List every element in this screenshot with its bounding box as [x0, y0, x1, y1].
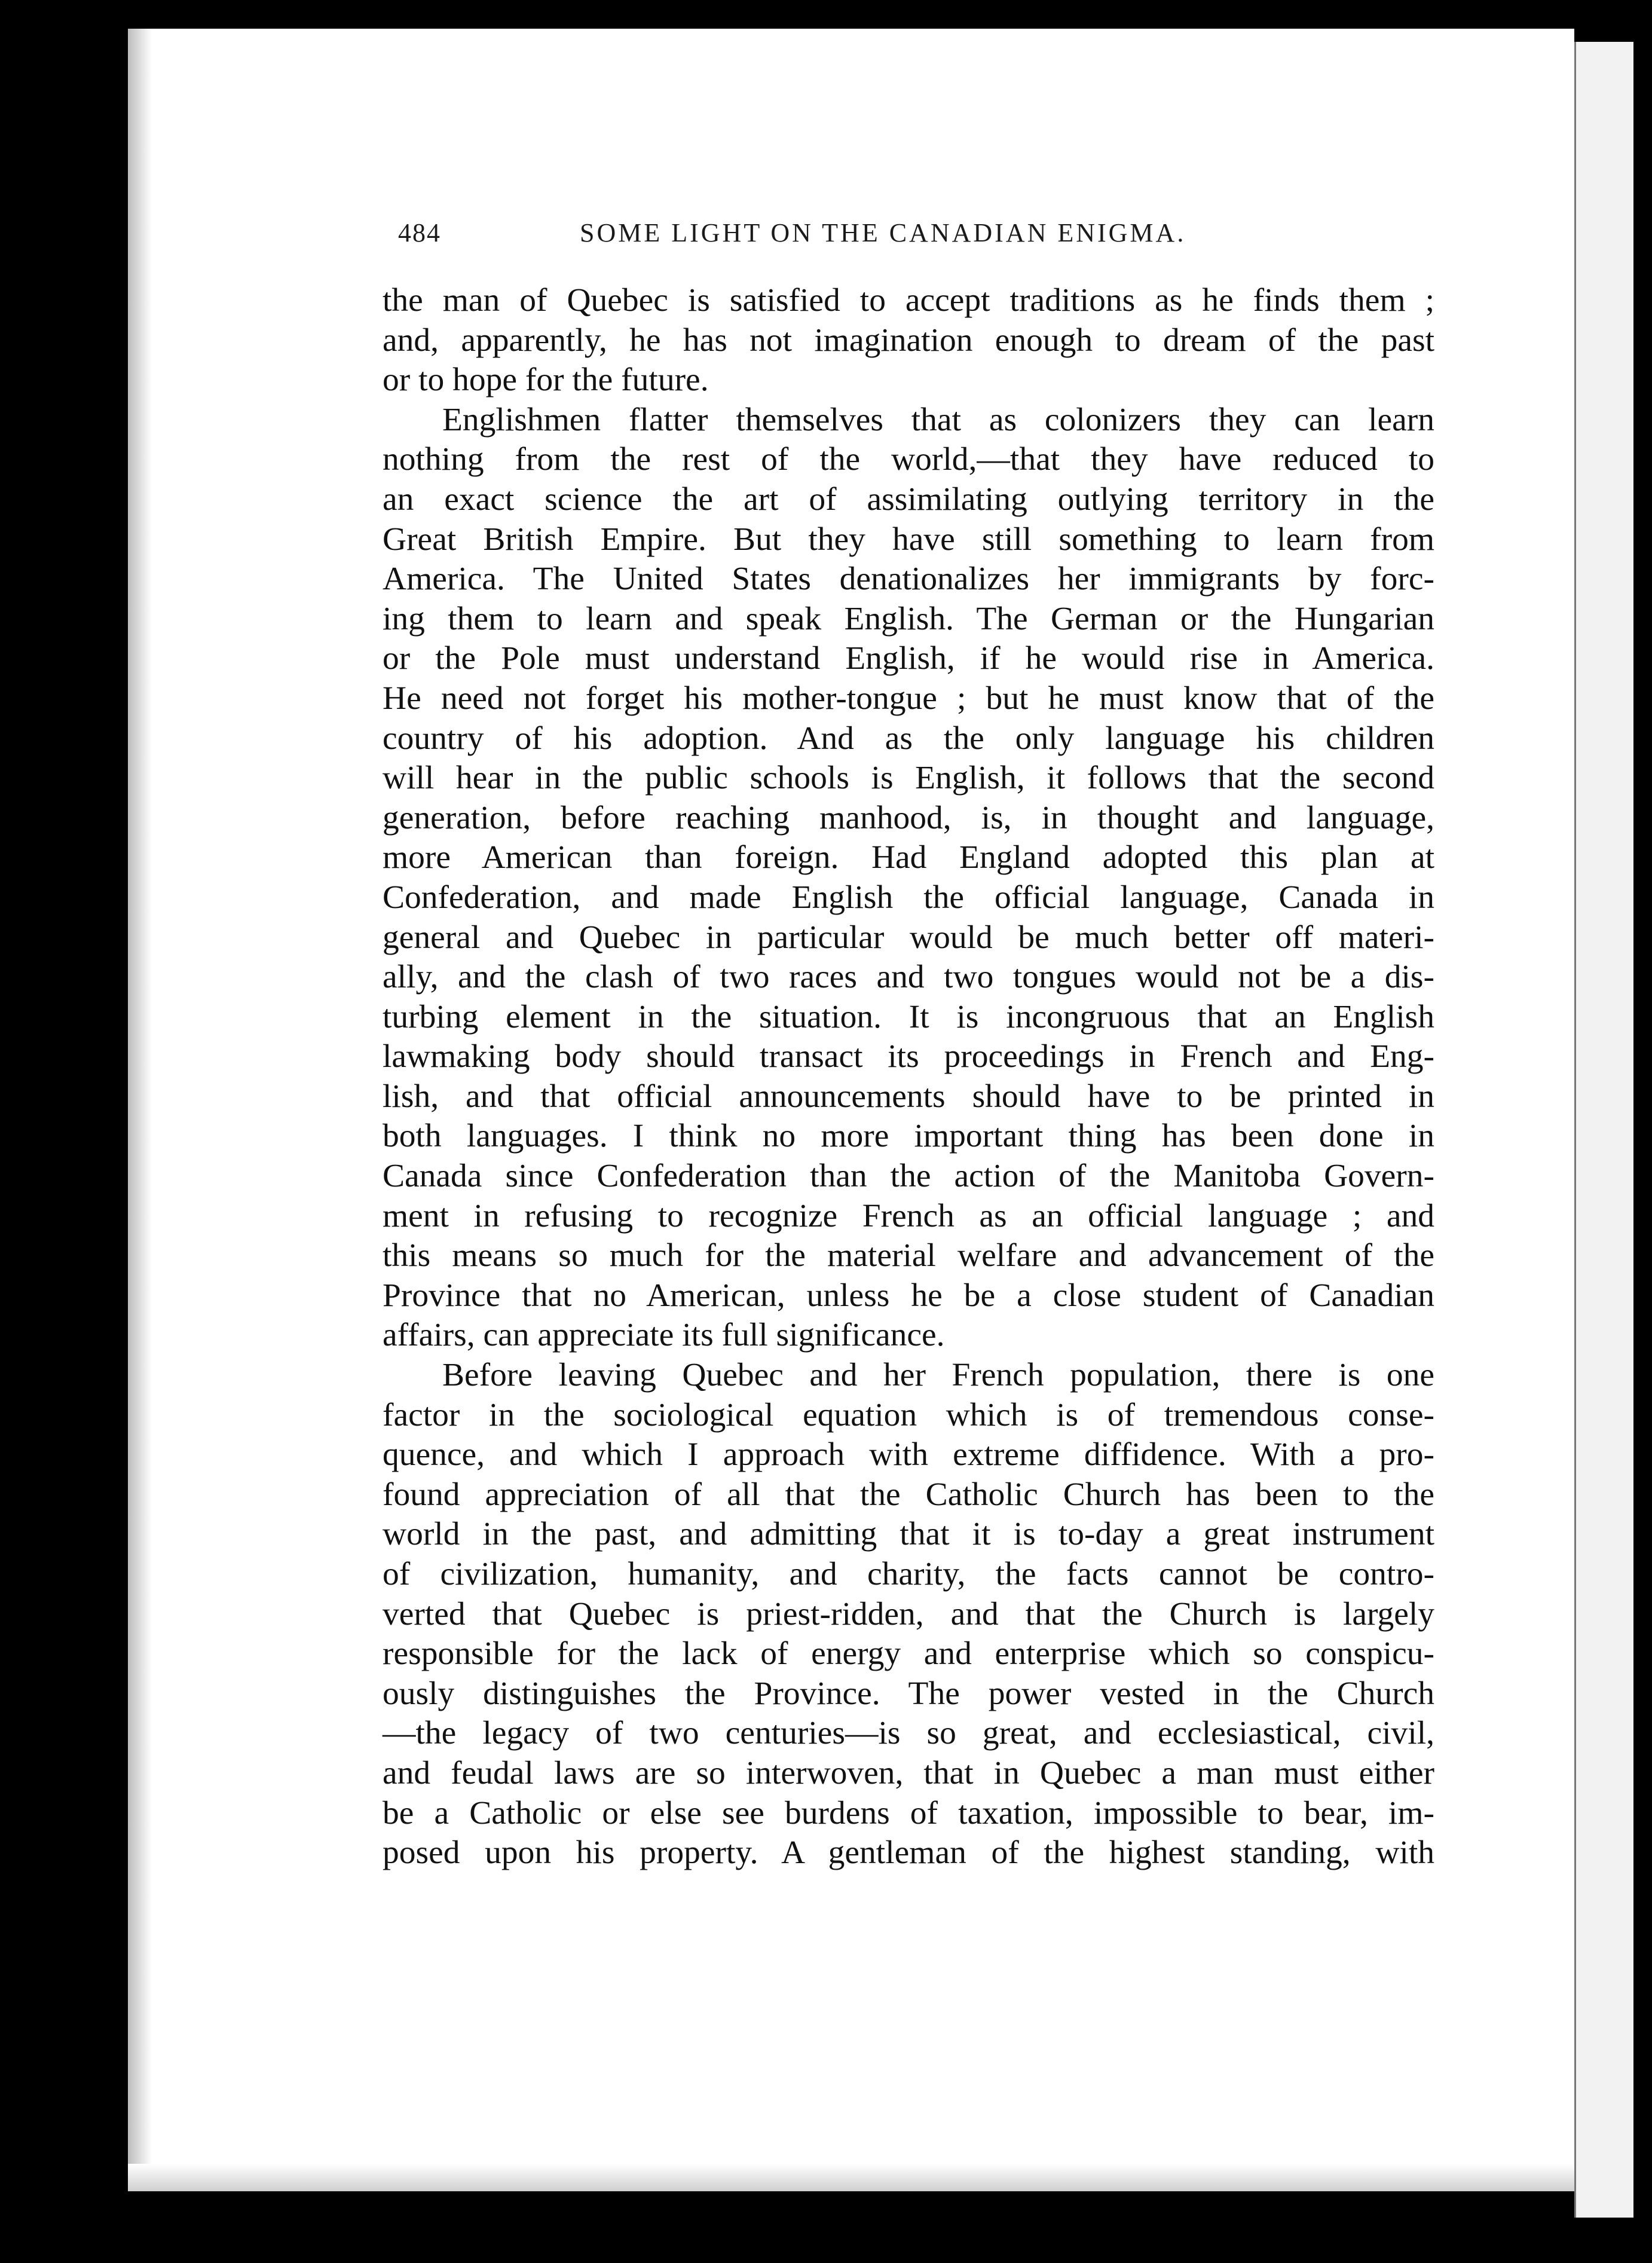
- running-head: SOME LIGHT ON THE CANADIAN ENIGMA.: [580, 218, 1186, 247]
- text-line: or the Pole must understand English, if he would rise in America.: [383, 640, 1434, 677]
- text-line: affairs, can appreciate its full significance.: [383, 1317, 945, 1354]
- text-line: this means so much for the material welfare and advancement of the: [383, 1237, 1434, 1274]
- text-line: ally, and the clash of two races and two tongues would not be a dis-: [383, 959, 1434, 996]
- text-line: or to hope for the future.: [383, 362, 709, 399]
- text-line: Englishmen flatter themselves that as colonizers they can learn: [442, 401, 1434, 438]
- text-line: posed upon his property. A gentleman of the highest standing, with: [383, 1834, 1434, 1871]
- text-line: —the legacy of two centuries—is so great, and ecclesiastical, civil,: [383, 1715, 1434, 1752]
- text-line: turbing element in the situation. It is incongruous that an English: [383, 998, 1434, 1035]
- text-line: more American than foreign. Had England adopted this plan at: [383, 839, 1434, 876]
- text-line: Province that no American, unless he be a close student of Canadian: [383, 1277, 1434, 1314]
- page-number: 484: [398, 218, 441, 247]
- text-line: and, apparently, he has not imagination enough to dream of the past: [383, 322, 1434, 359]
- text-line: America. The United States denationalizes her immigrants by forc-: [383, 561, 1434, 598]
- text-line: be a Catholic or else see burdens of taxation, impossible to bear, im-: [383, 1794, 1434, 1831]
- text-line: Confederation, and made English the official language, Canada in: [383, 879, 1434, 916]
- text-line: nothing from the rest of the world,—that they have reduced to: [383, 441, 1434, 478]
- text-line: generation, before reaching manhood, is, in thought and language,: [383, 799, 1434, 836]
- text-line: quence, and which I approach with extreme diffidence. With a pro-: [383, 1436, 1434, 1473]
- text-line: world in the past, and admitting that it is to-day a great instrument: [383, 1516, 1434, 1553]
- text-line: found appreciation of all that the Catholic Church has been to the: [383, 1476, 1434, 1513]
- page-bottom-edge: [128, 2164, 1574, 2191]
- text-line: an exact science the art of assimilating outlying territory in the: [383, 481, 1434, 518]
- text-line: verted that Quebec is priest-ridden, and that the Church is largely: [383, 1595, 1434, 1632]
- text-line: the man of Quebec is satisfied to accept traditions as he finds them ;: [383, 282, 1434, 319]
- text-line: Canada since Confederation than the action of the Manitoba Govern-: [383, 1158, 1434, 1195]
- text-line: ously distinguishes the Province. The power vested in the Church: [383, 1675, 1434, 1712]
- text-line: general and Quebec in particular would be much better off materi-: [383, 919, 1434, 956]
- page-left-edge: [128, 29, 152, 2191]
- text-line: both languages. I think no more important thing has been done in: [383, 1118, 1434, 1155]
- text-line: of civilization, humanity, and charity, the facts cannot be contro-: [383, 1556, 1434, 1592]
- text-line: responsible for the lack of energy and enterprise which so conspicu-: [383, 1635, 1434, 1672]
- body-text: [383, 281, 1434, 1873]
- text-line: ment in refusing to recognize French as an official language ; and: [383, 1197, 1434, 1234]
- text-line: Before leaving Quebec and her French population, there is one: [442, 1357, 1434, 1394]
- text-line: will hear in the public schools is English, it follows that the second: [383, 760, 1434, 797]
- adjacent-page-edge: [1574, 42, 1633, 2218]
- text-line: ing them to learn and speak English. The German or the Hungarian: [383, 600, 1434, 637]
- page-header: [398, 218, 1235, 259]
- text-line: country of his adoption. And as the only language his children: [383, 720, 1434, 757]
- text-line: He need not forget his mother-tongue ; but he must know that of the: [383, 680, 1434, 717]
- text-line: factor in the sociological equation which is of tremendous conse-: [383, 1396, 1434, 1433]
- text-line: lish, and that official announcements should have to be printed in: [383, 1078, 1434, 1115]
- text-line: and feudal laws are so interwoven, that in Quebec a man must either: [383, 1754, 1434, 1791]
- text-line: lawmaking body should transact its proceedings in French and Eng-: [383, 1038, 1434, 1075]
- text-line: Great British Empire. But they have still something to learn from: [383, 521, 1434, 558]
